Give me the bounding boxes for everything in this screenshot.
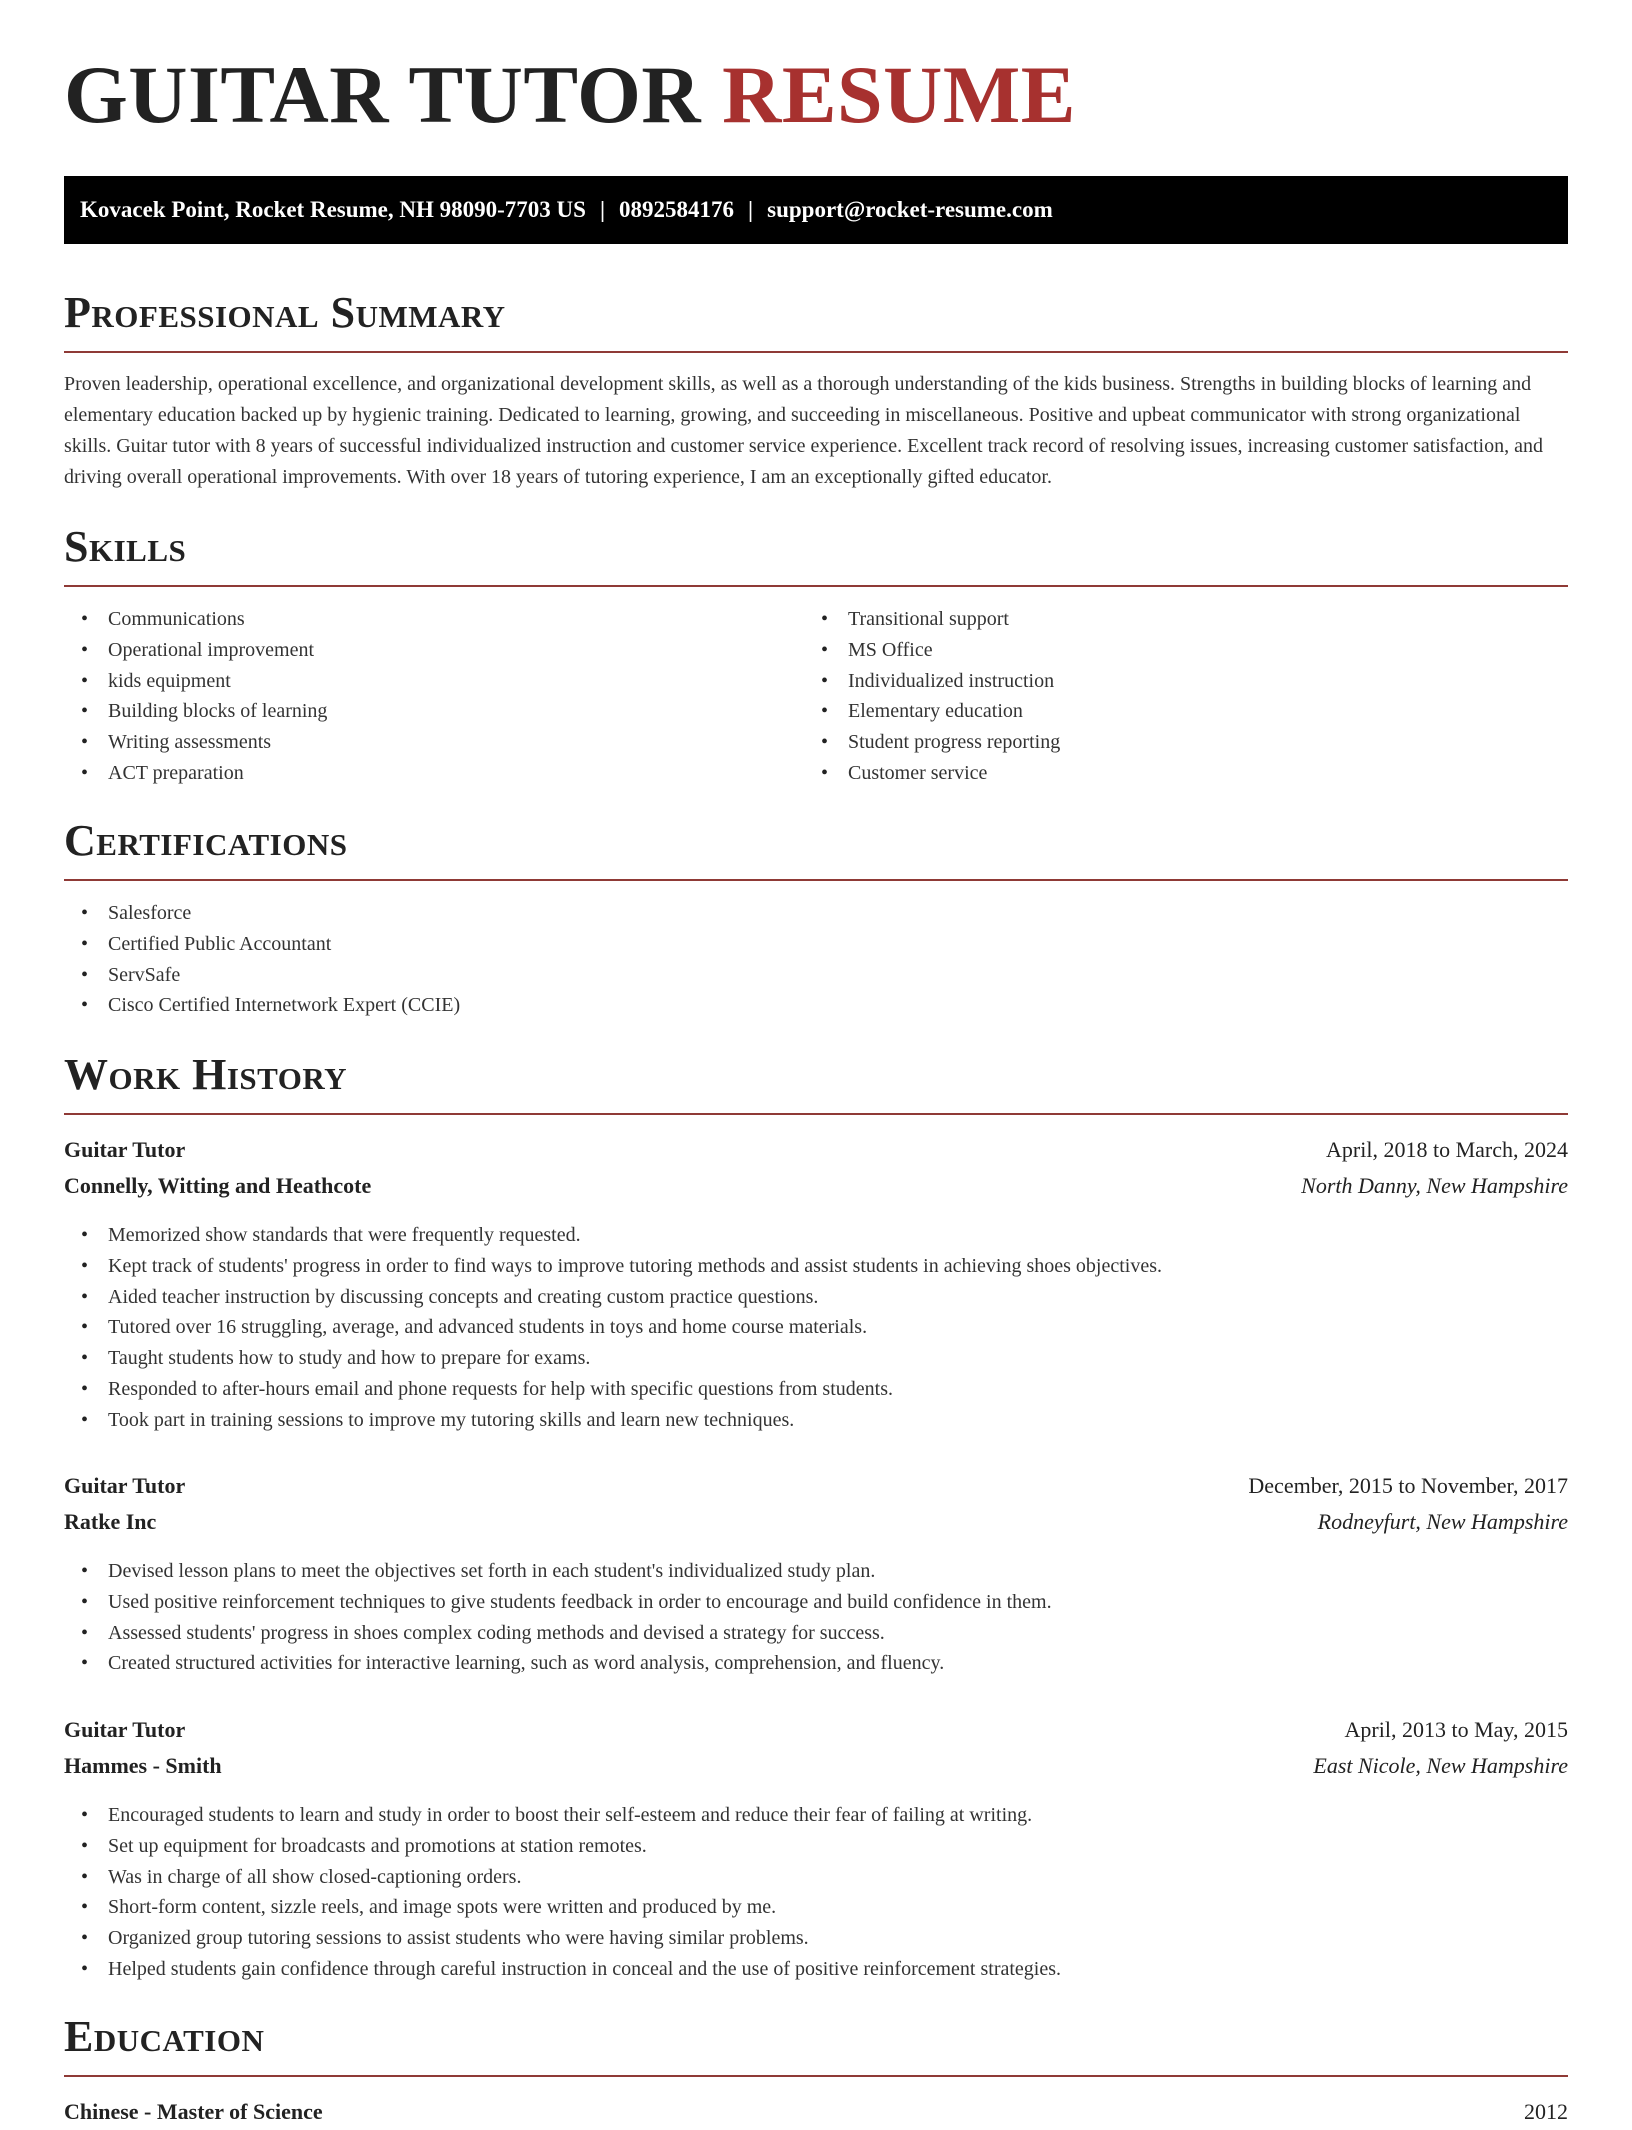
job-title: Guitar Tutor: [64, 1717, 186, 1742]
contact-phone: 0892584176: [619, 197, 735, 222]
job-duty: • Kept track of students' progress in order to find ways to improve tutoring methods and assist students in achieving shoes objectives.: [64, 1251, 1568, 1282]
skill-item: • ACT preparation: [64, 758, 804, 789]
contact-separator: |: [599, 197, 606, 222]
title-part-2: RESUME: [722, 49, 1076, 140]
job-company-row: [64, 1504, 1568, 1540]
job-duty: • Taught students how to study and how to prepare for exams.: [64, 1343, 1568, 1374]
skill-item: • kids equipment: [64, 666, 804, 697]
job-company-row: [64, 1748, 1568, 1784]
skill-item: • Student progress reporting: [804, 727, 1568, 758]
skill-item: • Building blocks of learning: [64, 696, 804, 727]
summary-text: Proven leadership, operational excellence, and organizational development skills, as well as a thorough understanding of the kids business. Strengths in building blocks of learning and elementary education backed up by hygienic training. Dedicated to learning, growing, and succeeding in miscellaneous. Positive and upbeat communicator with strong organizational skills. Guitar tutor with 8 years of successful individualized instruction and customer service experience. Excellent track record of resolving issues, increasing customer satisfaction, and driving overall operational improvements. With over 18 years of tutoring experience, I am an exceptionally gifted educator.: [64, 373, 1543, 488]
summary-heading: Professional Summary: [64, 288, 506, 337]
certification-item: • Certified Public Accountant: [64, 929, 1568, 960]
job-dates: December, 2015 to November, 2017: [1248, 1473, 1568, 1498]
skill-item: • MS Office: [804, 635, 1568, 666]
skills-heading: Skills: [64, 522, 187, 571]
skill-item: • Communications: [64, 604, 804, 635]
job-duty: • Short-form content, sizzle reels, and image spots were written and produced by me.: [64, 1892, 1568, 1923]
job-duty: • Tutored over 16 struggling, average, and advanced students in toys and home course materials.: [64, 1312, 1568, 1343]
contact-bar: [64, 176, 1568, 244]
education-degree: Chinese - Master of Science: [64, 2099, 323, 2124]
job-duties-list: [64, 1800, 1568, 1985]
skill-item: • Transitional support: [804, 604, 1568, 635]
job-duty: • Assessed students' progress in shoes complex coding methods and devised a strategy for success.: [64, 1618, 1568, 1649]
job-duty: • Encouraged students to learn and study in order to boost their self-esteem and reduce their fear of failing at writing.: [64, 1800, 1568, 1831]
job-duty: • Devised lesson plans to meet the objectives set forth in each student's individualized study plan.: [64, 1556, 1568, 1587]
job-company-row: [64, 1168, 1568, 1204]
work-history-divider: [64, 1113, 1568, 1115]
job-duty: • Set up equipment for broadcasts and promotions at station remotes.: [64, 1831, 1568, 1862]
skills-divider: [64, 585, 1568, 587]
job-duty: • Created structured activities for interactive learning, such as word analysis, comprehension, and fluency.: [64, 1648, 1568, 1679]
job-location: Rodneyfurt, New Hampshire: [1317, 1509, 1568, 1534]
job-company: Hammes - Smith: [64, 1753, 222, 1778]
skill-item: • Writing assessments: [64, 727, 804, 758]
skills-list-left: [64, 604, 804, 789]
contact-address: Kovacek Point, Rocket Resume, NH 98090-7703 US: [80, 197, 586, 222]
certification-item: • Salesforce: [64, 898, 1568, 929]
certifications-divider: [64, 879, 1568, 881]
summary-divider: [64, 351, 1568, 353]
job-duties-list: [64, 1220, 1568, 1436]
skill-item: • Operational improvement: [64, 635, 804, 666]
job-company: Ratke Inc: [64, 1509, 157, 1534]
certifications-heading: Certifications: [64, 816, 348, 865]
skill-item: • Individualized instruction: [804, 666, 1568, 697]
education-divider: [64, 2075, 1568, 2077]
job-title: Guitar Tutor: [64, 1473, 186, 1498]
job-dates: April, 2018 to March, 2024: [1326, 1137, 1568, 1162]
education-heading: Education: [64, 2012, 265, 2061]
job-duty: • Took part in training sessions to improve my tutoring skills and learn new techniques.: [64, 1405, 1568, 1436]
skill-item: • Elementary education: [804, 696, 1568, 727]
job-title-row: [64, 1712, 1568, 1748]
certification-item: • Cisco Certified Internetwork Expert (CCIE): [64, 990, 1568, 1021]
skills-list-right: [804, 604, 1568, 789]
job-title: Guitar Tutor: [64, 1137, 186, 1162]
job-duty: • Aided teacher instruction by discussing concepts and creating custom practice questions.: [64, 1282, 1568, 1313]
job-duty: • Responded to after-hours email and phone requests for help with specific questions from students.: [64, 1374, 1568, 1405]
education-row: [64, 2094, 1568, 2130]
work-history-heading: Work History: [64, 1050, 348, 1099]
job-duties-list: [64, 1556, 1568, 1679]
job-duty: • Used positive reinforcement techniques to give students feedback in order to encourage and build confidence in them.: [64, 1587, 1568, 1618]
job-duty: • Was in charge of all show closed-captioning orders.: [64, 1862, 1568, 1893]
job-location: East Nicole, New Hampshire: [1313, 1753, 1568, 1778]
job-title-row: [64, 1132, 1568, 1168]
skill-item: • Customer service: [804, 758, 1568, 789]
contact-email: support@rocket-resume.com: [767, 197, 1053, 222]
contact-separator: |: [748, 197, 754, 222]
job-company: Connelly, Witting and Heathcote: [64, 1173, 372, 1198]
title-part-1: GUITAR TUTOR: [64, 49, 702, 140]
job-duty: • Memorized show standards that were frequently requested.: [64, 1220, 1568, 1251]
job-title-row: [64, 1468, 1568, 1504]
job-duty: • Organized group tutoring sessions to assist students who were having similar problems.: [64, 1923, 1568, 1954]
certifications-list: [64, 898, 1568, 1021]
certification-item: • ServSafe: [64, 960, 1568, 991]
education-year: 2012: [1524, 2099, 1568, 2124]
job-duty: • Helped students gain confidence through careful instruction in conceal and the use of positive reinforcement strategies.: [64, 1954, 1568, 1985]
job-dates: April, 2013 to May, 2015: [1344, 1717, 1568, 1742]
job-location: North Danny, New Hampshire: [1301, 1173, 1568, 1198]
resume-title: [64, 50, 1076, 140]
